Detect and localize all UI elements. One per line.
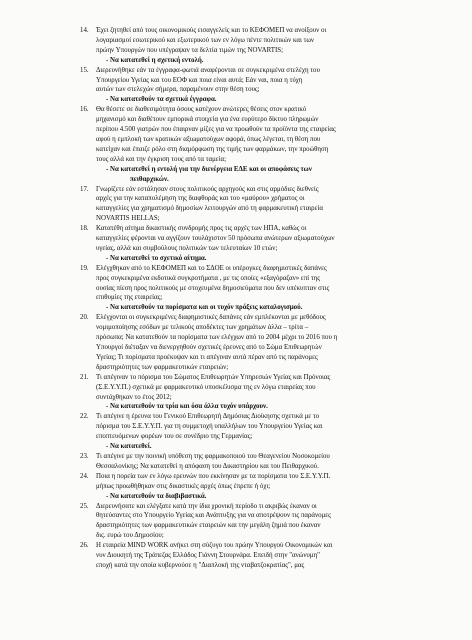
numbered-item xyxy=(80,541,416,571)
item-request-note: - Να κατατεθούν τα τρία και όσα άλλα τυχόν υπάρχουν. xyxy=(106,403,268,411)
item-number: 16. xyxy=(80,106,89,114)
numbered-item xyxy=(80,26,416,66)
item-text-line: αφού η εμπλοκή των κρατικών αξιωματούχων αφορά, όπως λέγεται, τη θέση που xyxy=(96,135,321,143)
numbered-item xyxy=(80,502,416,542)
item-number: 25. xyxy=(80,502,89,510)
item-text-line: Θα θέσετε σε διαθεσιμότητα όσους κατέχουν ανώτερες θέσεις στον κρατικό xyxy=(96,106,307,114)
item-text-line: Τι απέγινε η έρευνα του Γενικού Επιθεωρητή Δημόσιας Διοίκησης σχετικά με το xyxy=(96,413,320,421)
item-text-line: Έχει ζητηθεί από τους οικονομικούς εισαγγελείς και το ΚΕΦΟΜΕΠ να ανοίξουν οι xyxy=(96,27,327,34)
numbered-item xyxy=(80,185,416,225)
item-text-line: Υπουργείου Υγείας και του ΕΟΦ και ποια είναι αυτά; Εάν ναι, ποια η τύχη xyxy=(96,76,303,84)
item-number: 24. xyxy=(80,472,89,480)
item-text-line: μηχανισμό και διαθέτουν εμπορικά στοιχεία για ένα ευρύτερο δίκτυο πληρωμών xyxy=(96,116,319,124)
numbered-item xyxy=(80,264,416,314)
item-text-line: μήπως προωθήθηκαν στις δικαστικές αρχές όπως έπρεπε ή όχι; xyxy=(96,482,271,490)
item-text-line: πόρισμα του Σ.Ε.Υ.Υ.Π. για τη συμμετοχή υπαλλήλων του Υπουργείου Υγείας και xyxy=(96,423,323,431)
item-text-line: ουσίας πίεση προς πολιτικούς με στοχευμένα δημοσιεύματα που δεν υπέκυπταν στις xyxy=(96,284,330,292)
item-number: 18. xyxy=(80,225,89,233)
item-text-line: εποχή κατά την οποία κυβερνούσε η "Διαπλοκή της νταβατζοκρατίας", μας xyxy=(96,561,305,569)
item-text-line: Η εταιρεία MIND WORK ανήκει στη σύζυγο του πρώην Υπουργού Οικονομικών και xyxy=(96,542,333,550)
numbered-item xyxy=(80,373,416,413)
item-text-line: περίπου 4.500 γιατρών που έπαιρναν μίζες για να προωθούν τα προϊόντα της εταιρείας xyxy=(96,126,336,134)
item-text-line: Υγείας; Τι πορίσματα προέκυψαν και τι απέγιναν αυτά πέραν από τις παράνομες xyxy=(96,353,318,361)
item-text-line: δραστηριότητες των φαρμακευτικών εταιρειών και την μεγάλη ζημιά που έκαναν xyxy=(96,522,321,530)
item-text-line: καταγγελίες φέρονται να αγγίζουν τουλάχιστον 50 πρόσωπα ανώτερων αξιωματούχων xyxy=(96,235,335,243)
item-request-note: - Να κατατεθούν τα διαβιβαστικά. xyxy=(106,492,207,500)
item-text-line: Ποια η πορεία των εν λόγω ερευνών που εκκίνησαν με τα πορίσματα του Σ.Ε.Υ.Υ.Π. xyxy=(96,472,331,480)
item-number: 20. xyxy=(80,314,89,322)
item-request-note: - Να κατατεθούν τα πορίσματα και οι τυχόν πράξεις καταλογισμού. xyxy=(106,304,303,312)
item-text-line: Τι απέγιναν το πόρισμα του Σώματος Επιθεωρητών Υπηρεσιών Υγείας και Πρόνοιας xyxy=(96,373,331,381)
item-request-note-continuation: πειθαρχικών. xyxy=(130,175,169,183)
item-request-note: - Να κατατεθούν τα σχετικά έγγραφα. xyxy=(106,96,217,104)
item-request-note: - Να κατατεθεί το σχετικό αίτημα. xyxy=(106,254,207,262)
item-number: 23. xyxy=(80,452,89,460)
item-text-line: Υπουργοί διέταξαν να διενεργηθούν σχετικές έρευνες από το Σώμα Επιθεωρητών xyxy=(96,344,322,351)
item-request-note: - Να κατατεθεί. xyxy=(106,443,152,451)
item-text-line: προς συγκεκριμένα εκδοτικά συγκροτήματα , με τις οποίες «εξαγόραζαν» επί της xyxy=(96,274,320,282)
item-text-line: Γνωρίζετε εάν εστάλησαν στους πολιτικούς αρχηγούς και στις αρμόδιες διεθνείς xyxy=(96,185,319,193)
numbered-item xyxy=(80,313,416,372)
numbered-item xyxy=(80,472,416,502)
item-text-line: Τι απέγινε με την ποινική υπόθεση της φαρμακοποιού του Θεαγενείου Νοσοκομείου xyxy=(96,452,330,460)
item-text-line: κατείχαν και έπαιζε ρόλο στη διαμόρφωση της τιμής των φαρμάκων, την προώθηση xyxy=(96,145,329,153)
item-text-line: επιθυμίες της εταιρείας; xyxy=(96,294,163,302)
numbered-item xyxy=(80,66,416,106)
item-text-line: (Σ.Ε.Υ.Υ.Π.) σχετικά με φαρμακευτικό υποσκέλισμα της εν λόγω εταιρείας που xyxy=(96,383,316,391)
item-text-line: Διερευνήθηκε εάν τα έγγραφα-φωτιά αναφέρονται σε συγκεκριμένα στελέχη του xyxy=(96,66,320,74)
item-text-line: Θεσσαλονίκης; Να κατατεθεί η απόφαση του Δικαστηρίου και του Πειθαρχικού. xyxy=(96,462,319,470)
item-text-line: Ελέγχθηκαν από το ΚΕΦΟΜΕΠ και το ΣΔΟΕ οι υπέρογκες διαφημιστικές δαπάνες xyxy=(96,264,327,272)
item-text-line: συντάχθηκαν το έτος 2012; xyxy=(96,393,172,401)
item-number: 15. xyxy=(80,66,89,74)
numbered-item xyxy=(80,412,416,452)
item-text-line: υγείας, αλλά και συμβούλους πολιτικών των τελευταίων 10 ετών; xyxy=(96,244,278,252)
item-text-line: αυτών των στελεχών σήμερα, παραμένουν στην θέση τους; xyxy=(96,86,260,94)
item-text-line: δραστηριότητες των φαρμακευτικών εταιρειών; xyxy=(96,363,229,371)
item-number: 26. xyxy=(80,542,89,550)
item-text-line: νυν Διοικητή της Τράπεζας Ελλάδος Γιάννη Στουρνάρα. Επειδή στην "ανώνυμη" xyxy=(96,552,320,560)
numbered-item xyxy=(80,452,416,472)
item-text-line: νομιμοποίησης εσόδων με τελικούς αποδέκτες των χρημάτων άλλα – τρίτα – xyxy=(96,324,309,332)
item-request-note: - Να κατατεθεί η σχετική εντολή. xyxy=(106,56,204,64)
item-request-note: - Να κατατεθεί η εντολή για την διενέργεια ΕΔΕ και οι αποφάσεις των xyxy=(106,165,312,173)
item-number: 19. xyxy=(80,264,89,272)
item-number: 17. xyxy=(80,185,89,193)
item-text-line: δις. ευρώ του Δημοσίου; xyxy=(96,532,164,540)
item-text-line: εποπτευόμενων φορέων του σε συνέδριο της Γερμανίας; xyxy=(96,433,253,441)
item-text-line: λογαριασμοί εσωτερικού και εξωτερικού των εν λόγω πέντε πολιτικών και των xyxy=(96,36,315,44)
item-text-line: Ελέγχονται οι συγκεκριμένες διαφημιστικές δαπάνες εάν εμπλέκονται με μεθόδους xyxy=(96,314,326,322)
item-text-line: θητεύσαντες στο Υπουργείο Υγείας και Ανάπτυξης για να αποτρέψουν τις παράνομες xyxy=(96,512,331,520)
item-text-line: NOVARTIS HELLAS; xyxy=(96,215,160,223)
item-number: 14. xyxy=(80,27,89,34)
item-text-line: αρχές για την καταπολέμηση της διαφθοράς και του «μαύρου» χρήματος οι xyxy=(96,195,305,203)
item-text-line: τους αλλά και την έγκριση τους από τα ταμεία; xyxy=(96,155,227,163)
item-text-line: Διερευνήσατε και ελέγξατε κατά την ίδια χρονική περίοδο τι ακριβώς έκαναν οι xyxy=(96,502,317,510)
item-text-line: Κατατέθη αίτημα δικαστικής συνδρομής προς τις αρχές των ΗΠΑ, καθώς οι xyxy=(96,225,307,233)
item-text-line: καταγγελίες για χρηματισμό δημοσίων λειτουργών από τη φαρμακευτική εταιρεία xyxy=(96,205,323,213)
item-number: 22. xyxy=(80,413,89,421)
item-text-line: πρώην Υπουργών που υπέγραψαν τα δελτία τιμών της NOVARTIS; xyxy=(96,46,284,54)
item-number: 21. xyxy=(80,373,89,381)
item-text-line: πρόσωπα; Να κατατεθούν τα πορίσματα των ελέγχων από το 2004 μέχρι το 2016 που η xyxy=(96,334,338,342)
numbered-item xyxy=(80,224,416,264)
numbered-item xyxy=(80,105,416,184)
